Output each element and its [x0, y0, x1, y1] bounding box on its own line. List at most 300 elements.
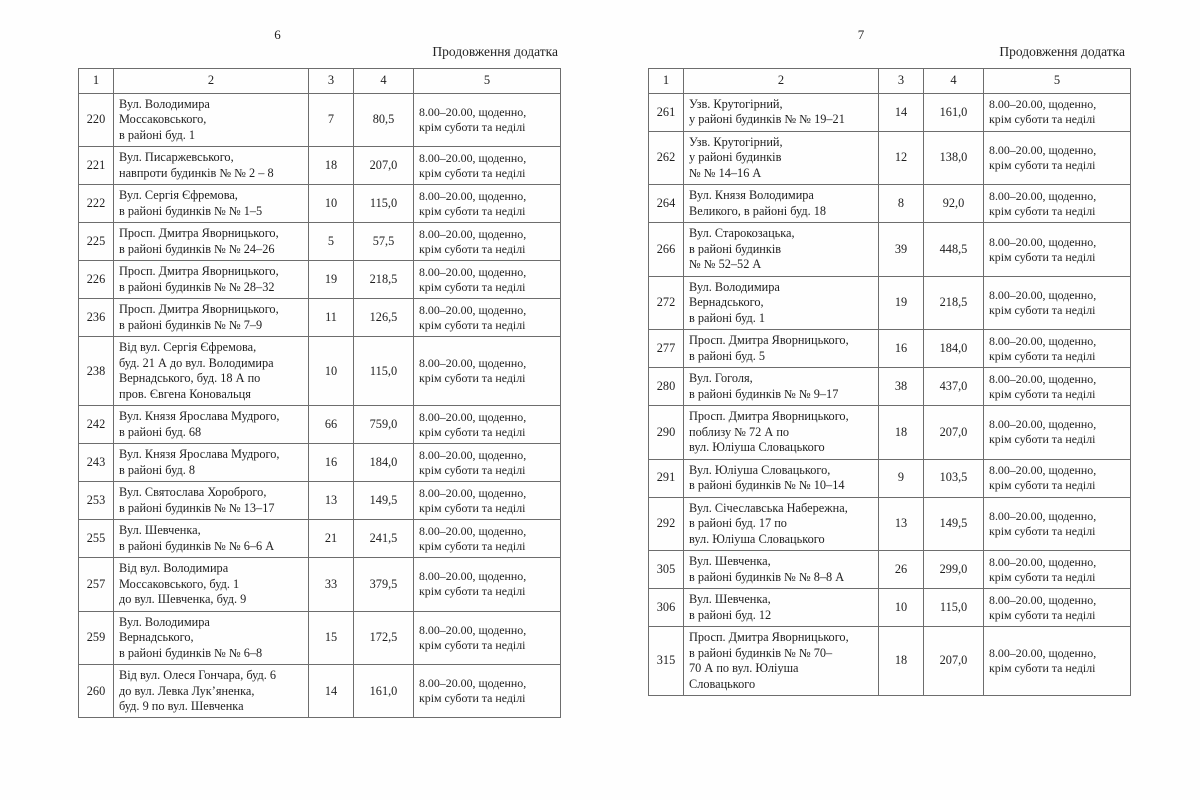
address-line: Від вул. Володимира — [119, 561, 229, 576]
address-line: Вул. Сергія Єфремова, — [119, 188, 238, 203]
hours-line: 8.00–20.00, щоденно, — [419, 264, 527, 279]
hours-line: 8.00–20.00, щоденно, — [989, 554, 1097, 569]
cell-area: 149,5 — [924, 497, 984, 550]
hours-line: 8.00–20.00, щоденно, — [419, 447, 527, 462]
cell-item-number: 253 — [79, 482, 114, 520]
cell-working-hours — [984, 406, 1131, 459]
hours-line: 8.00–20.00, щоденно, — [419, 523, 527, 538]
cell-quantity: 19 — [309, 261, 354, 299]
address-line: Вул. Князя Володимира — [689, 188, 814, 203]
cell-working-hours — [414, 406, 561, 444]
table-row — [649, 276, 1131, 329]
cell-address — [114, 261, 309, 299]
address-line: Вул. Гоголя, — [689, 371, 753, 386]
hours-line: 8.00–20.00, щоденно, — [989, 188, 1097, 203]
hours-line: крім суботи та неділі — [419, 279, 526, 294]
column-header-1: 1 — [79, 69, 114, 94]
cell-item-number: 236 — [79, 299, 114, 337]
address-line: в районі будинків № № 6–6 А — [119, 538, 275, 553]
column-header-2: 2 — [684, 69, 879, 94]
page-number-right: 7 — [857, 27, 865, 42]
cell-area: 759,0 — [354, 406, 414, 444]
table-row — [79, 665, 561, 718]
cell-item-number: 242 — [79, 406, 114, 444]
hours-line: крім суботи та неділі — [419, 241, 526, 256]
hours-line: 8.00–20.00, щоденно, — [989, 333, 1097, 348]
table-row — [79, 611, 561, 664]
address-line: Від вул. Олеся Гончара, буд. 6 — [119, 668, 277, 683]
hours-line: 8.00–20.00, щоденно, — [419, 188, 527, 203]
cell-working-hours — [414, 299, 561, 337]
cell-quantity: 13 — [879, 497, 924, 550]
cell-working-hours — [984, 551, 1131, 589]
hours-line: 8.00–20.00, щоденно, — [989, 371, 1097, 386]
cell-address — [684, 406, 879, 459]
table-row — [649, 551, 1131, 589]
column-header-5: 5 — [984, 69, 1131, 94]
cell-area: 57,5 — [354, 223, 414, 261]
address-line: в районі будинків № № 6–8 — [119, 645, 263, 660]
hours-line: крім суботи та неділі — [989, 607, 1096, 622]
cell-working-hours — [414, 611, 561, 664]
table-row — [649, 459, 1131, 497]
cell-address — [684, 497, 879, 550]
cell-area: 379,5 — [354, 558, 414, 611]
table-header-row — [79, 69, 561, 94]
table-row — [649, 185, 1131, 223]
cell-area: 184,0 — [924, 330, 984, 368]
cell-quantity: 18 — [309, 147, 354, 185]
hours-line: 8.00–20.00, щоденно, — [419, 569, 527, 584]
hours-line: крім суботи та неділі — [419, 203, 526, 218]
address-line: до вул. Шевченка, буд. 9 — [119, 592, 247, 607]
table-header-left — [79, 69, 561, 94]
cell-quantity: 33 — [309, 558, 354, 611]
table-row — [79, 406, 561, 444]
address-line: 70 А по вул. Юліуша — [689, 661, 799, 676]
hours-line: крім суботи та неділі — [419, 371, 526, 386]
hours-line: крім суботи та неділі — [989, 661, 1096, 676]
cell-address — [684, 276, 879, 329]
cell-quantity: 9 — [879, 459, 924, 497]
column-header-2: 2 — [114, 69, 309, 94]
address-line: вул. Юліуша Словацького — [689, 531, 825, 546]
address-line: Вул. Писаржевського, — [119, 150, 234, 165]
address-line: в районі будинків № № 9–17 — [689, 386, 839, 401]
address-line: в районі будинків № № 70– — [689, 645, 833, 660]
address-line: у районі будинків — [689, 150, 782, 165]
hours-line: крім суботи та неділі — [989, 303, 1096, 318]
hours-line: 8.00–20.00, щоденно, — [989, 288, 1097, 303]
column-header-4: 4 — [354, 69, 414, 94]
address-line: пров. Євгена Коновальця — [119, 386, 251, 401]
cell-quantity: 5 — [309, 223, 354, 261]
table-header-row — [649, 69, 1131, 94]
cell-item-number: 243 — [79, 444, 114, 482]
cell-address — [114, 147, 309, 185]
cell-address — [114, 337, 309, 406]
address-line: Узв. Крутогірний, — [689, 134, 783, 149]
table-row — [649, 406, 1131, 459]
cell-working-hours — [984, 94, 1131, 132]
address-line: вул. Юліуша Словацького — [689, 440, 825, 455]
hours-line: крім суботи та неділі — [419, 584, 526, 599]
cell-area: 161,0 — [924, 94, 984, 132]
cell-address — [684, 330, 879, 368]
cell-area: 80,5 — [354, 94, 414, 147]
cell-item-number: 306 — [649, 589, 684, 627]
cell-quantity: 19 — [879, 276, 924, 329]
address-line: Просп. Дмитра Яворницького, — [689, 409, 849, 424]
cell-area: 207,0 — [924, 406, 984, 459]
cell-item-number: 264 — [649, 185, 684, 223]
hours-line: крім суботи та неділі — [989, 478, 1096, 493]
address-line: Вернадського, буд. 18 А по — [119, 371, 261, 386]
cell-address — [114, 223, 309, 261]
cell-quantity: 13 — [309, 482, 354, 520]
cell-working-hours — [984, 223, 1131, 276]
table-header-right — [649, 69, 1131, 94]
cell-working-hours — [984, 459, 1131, 497]
address-line: Словацького — [689, 676, 756, 691]
cell-item-number: 266 — [649, 223, 684, 276]
address-line: Вул. Юліуша Словацького, — [689, 462, 831, 477]
cell-area: 448,5 — [924, 223, 984, 276]
hours-line: 8.00–20.00, щоденно, — [989, 234, 1097, 249]
table-body-left — [79, 94, 561, 718]
cell-address — [114, 299, 309, 337]
table-row — [649, 368, 1131, 406]
address-line: Вул. Володимира — [119, 97, 210, 111]
address-line: Просп. Дмитра Яворницького, — [119, 302, 279, 317]
table-row — [79, 482, 561, 520]
cell-quantity: 14 — [879, 94, 924, 132]
table-row — [649, 131, 1131, 184]
table-row — [79, 444, 561, 482]
hours-line: крім суботи та неділі — [989, 432, 1096, 447]
table-row — [79, 520, 561, 558]
cell-area: 126,5 — [354, 299, 414, 337]
cell-working-hours — [984, 589, 1131, 627]
address-line: Вул. Шевченка, — [689, 554, 771, 569]
cell-address — [684, 185, 879, 223]
cell-item-number: 222 — [79, 185, 114, 223]
cell-quantity: 39 — [879, 223, 924, 276]
cell-area: 103,5 — [924, 459, 984, 497]
hours-line: крім суботи та неділі — [419, 462, 526, 477]
cell-quantity: 15 — [309, 611, 354, 664]
cell-area: 218,5 — [924, 276, 984, 329]
address-line: Просп. Дмитра Яворницького, — [689, 630, 849, 645]
cell-area: 207,0 — [924, 627, 984, 696]
cell-working-hours — [984, 185, 1131, 223]
hours-line: крім суботи та неділі — [989, 203, 1096, 218]
cell-quantity: 11 — [309, 299, 354, 337]
hours-line: крім суботи та неділі — [419, 500, 526, 515]
table-body-right — [649, 94, 1131, 696]
address-line: в районі буд. 5 — [689, 348, 766, 363]
table-row — [79, 337, 561, 406]
hours-line: 8.00–20.00, щоденно, — [419, 356, 527, 371]
cell-item-number: 315 — [649, 627, 684, 696]
cell-working-hours — [414, 482, 561, 520]
hours-line: крім суботи та неділі — [989, 386, 1096, 401]
cell-area: 115,0 — [354, 185, 414, 223]
address-line: Вернадського, — [119, 630, 194, 645]
table-row — [79, 185, 561, 223]
hours-line: 8.00–20.00, щоденно, — [989, 508, 1097, 523]
cell-working-hours — [414, 261, 561, 299]
document-page-right — [600, 0, 1200, 800]
table-row — [79, 223, 561, 261]
address-line: Вул. Шевченка, — [119, 523, 201, 538]
cell-item-number: 260 — [79, 665, 114, 718]
cell-area: 218,5 — [354, 261, 414, 299]
cell-quantity: 10 — [309, 337, 354, 406]
hours-line: крім суботи та неділі — [989, 112, 1096, 127]
address-line: в районі буд. 8 — [119, 462, 196, 477]
column-header-3: 3 — [309, 69, 354, 94]
cell-address — [684, 459, 879, 497]
address-line: в районі будинків № № 24–26 — [119, 241, 275, 256]
cell-quantity: 7 — [309, 94, 354, 147]
table-row — [649, 330, 1131, 368]
hours-line: крім суботи та неділі — [419, 317, 526, 332]
cell-quantity: 16 — [879, 330, 924, 368]
address-line: Вул. Володимира — [689, 279, 780, 294]
cell-address — [684, 368, 879, 406]
table-row — [79, 147, 561, 185]
cell-quantity: 8 — [879, 185, 924, 223]
cell-quantity: 38 — [879, 368, 924, 406]
cell-quantity: 10 — [879, 589, 924, 627]
address-line: в районі будинків № № 28–32 — [119, 279, 275, 294]
cell-address — [114, 94, 309, 147]
cell-working-hours — [414, 223, 561, 261]
table-row — [649, 627, 1131, 696]
cell-address — [684, 551, 879, 589]
cell-address — [684, 223, 879, 276]
cell-area: 184,0 — [354, 444, 414, 482]
address-line: Вул. Князя Ярослава Мудрого, — [119, 409, 280, 424]
cell-item-number: 238 — [79, 337, 114, 406]
cell-working-hours — [414, 185, 561, 223]
cell-quantity: 18 — [879, 406, 924, 459]
cell-address — [114, 185, 309, 223]
page-number-left: 6 — [274, 27, 281, 42]
cell-address — [684, 627, 879, 696]
address-line: в районі буд. 12 — [689, 607, 772, 622]
column-header-5: 5 — [414, 69, 561, 94]
table-row — [649, 223, 1131, 276]
table-row — [649, 589, 1131, 627]
address-line: в районі буд. 1 — [689, 310, 766, 325]
hours-line: 8.00–20.00, щоденно, — [989, 592, 1097, 607]
cell-working-hours — [414, 147, 561, 185]
cell-address — [684, 589, 879, 627]
hours-line: крім суботи та неділі — [419, 424, 526, 439]
address-line: в районі будинків № № 13–17 — [119, 500, 275, 515]
hours-line: 8.00–20.00, щоденно, — [419, 676, 527, 691]
cell-quantity: 21 — [309, 520, 354, 558]
table-row — [79, 261, 561, 299]
cell-area: 149,5 — [354, 482, 414, 520]
hours-line: 8.00–20.00, щоденно, — [419, 105, 527, 120]
address-line: Вул. Старокозацька, — [689, 226, 795, 241]
cell-area: 207,0 — [354, 147, 414, 185]
address-line: Моссаковського, — [119, 112, 207, 127]
column-header-3: 3 — [879, 69, 924, 94]
hours-line: крім суботи та неділі — [989, 158, 1096, 173]
address-line: в районі будинків — [689, 241, 782, 256]
hours-line: 8.00–20.00, щоденно, — [989, 143, 1097, 158]
address-line: буд. 21 А до вул. Володимира — [119, 355, 274, 370]
cell-area: 115,0 — [354, 337, 414, 406]
cell-working-hours — [984, 627, 1131, 696]
cell-quantity: 66 — [309, 406, 354, 444]
cell-item-number: 221 — [79, 147, 114, 185]
cell-quantity: 10 — [309, 185, 354, 223]
column-header-1: 1 — [649, 69, 684, 94]
column-header-4: 4 — [924, 69, 984, 94]
cell-working-hours — [414, 558, 561, 611]
cell-item-number: 305 — [649, 551, 684, 589]
address-line: Вул. Князя Ярослава Мудрого, — [119, 447, 280, 462]
cell-item-number: 261 — [649, 94, 684, 132]
table-row — [79, 299, 561, 337]
cell-working-hours — [984, 131, 1131, 184]
address-line: № № 52–52 А — [689, 257, 762, 272]
address-line: в районі буд. 68 — [119, 424, 202, 439]
hours-line: крім суботи та неділі — [419, 165, 526, 180]
cell-item-number: 225 — [79, 223, 114, 261]
schedule-table-right — [648, 68, 1131, 696]
address-line: в районі будинків № № 10–14 — [689, 478, 845, 493]
cell-item-number: 262 — [649, 131, 684, 184]
address-line: Моссаковського, буд. 1 — [119, 576, 240, 591]
cell-address — [114, 406, 309, 444]
cell-working-hours — [414, 520, 561, 558]
address-line: Вул. Січеславська Набережна, — [689, 500, 848, 515]
cell-address — [114, 444, 309, 482]
cell-item-number: 220 — [79, 94, 114, 147]
cell-item-number: 290 — [649, 406, 684, 459]
cell-working-hours — [414, 94, 561, 147]
hours-line: крім суботи та неділі — [419, 538, 526, 553]
cell-working-hours — [984, 330, 1131, 368]
cell-item-number: 272 — [649, 276, 684, 329]
address-line: Вул. Володимира — [119, 614, 210, 629]
hours-line: крім суботи та неділі — [989, 523, 1096, 538]
cell-working-hours — [984, 276, 1131, 329]
table-row — [649, 94, 1131, 132]
hours-line: крім суботи та неділі — [989, 249, 1096, 264]
cell-quantity: 14 — [309, 665, 354, 718]
hours-line: 8.00–20.00, щоденно, — [419, 302, 527, 317]
continuation-label-left: Продовження додатка — [432, 44, 558, 59]
cell-address — [684, 131, 879, 184]
cell-address — [114, 520, 309, 558]
cell-address — [114, 558, 309, 611]
cell-working-hours — [984, 497, 1131, 550]
cell-working-hours — [414, 665, 561, 718]
hours-line: 8.00–20.00, щоденно, — [989, 646, 1097, 661]
cell-area: 115,0 — [924, 589, 984, 627]
cell-area: 437,0 — [924, 368, 984, 406]
hours-line: 8.00–20.00, щоденно, — [989, 417, 1097, 432]
cell-item-number: 259 — [79, 611, 114, 664]
address-line: № № 14–16 А — [689, 165, 762, 180]
cell-address — [114, 482, 309, 520]
cell-working-hours — [984, 368, 1131, 406]
cell-area: 241,5 — [354, 520, 414, 558]
cell-area: 299,0 — [924, 551, 984, 589]
address-line: до вул. Левка Лук’яненка, — [119, 683, 255, 698]
table-row — [649, 497, 1131, 550]
address-line: в районі буд. 17 по — [689, 516, 787, 531]
address-line: Вернадського, — [689, 295, 764, 310]
schedule-table-left — [78, 68, 561, 718]
table-row — [79, 94, 561, 147]
hours-line: 8.00–20.00, щоденно, — [989, 97, 1097, 112]
table-row — [79, 558, 561, 611]
address-line: Просп. Дмитра Яворницького, — [119, 264, 279, 279]
address-line: Від вул. Сергія Єфремова, — [119, 340, 257, 355]
cell-item-number: 292 — [649, 497, 684, 550]
address-line: у районі будинків № № 19–21 — [689, 112, 845, 127]
cell-address — [684, 94, 879, 132]
cell-quantity: 12 — [879, 131, 924, 184]
hours-line: 8.00–20.00, щоденно, — [989, 463, 1097, 478]
cell-area: 92,0 — [924, 185, 984, 223]
cell-working-hours — [414, 337, 561, 406]
address-line: в районі будинків № № 1–5 — [119, 203, 263, 218]
cell-quantity: 16 — [309, 444, 354, 482]
continuation-label-right: Продовження додатка — [999, 44, 1125, 59]
hours-line: крім суботи та неділі — [419, 637, 526, 652]
cell-area: 161,0 — [354, 665, 414, 718]
cell-item-number: 280 — [649, 368, 684, 406]
cell-item-number: 226 — [79, 261, 114, 299]
hours-line: крім суботи та неділі — [989, 569, 1096, 584]
address-line: Просп. Дмитра Яворницького, — [689, 333, 849, 348]
hours-line: крім суботи та неділі — [989, 348, 1096, 363]
address-line: в районі будинків № № 7–9 — [119, 317, 263, 332]
cell-item-number: 257 — [79, 558, 114, 611]
cell-quantity: 26 — [879, 551, 924, 589]
hours-line: 8.00–20.00, щоденно, — [419, 226, 527, 241]
cell-area: 138,0 — [924, 131, 984, 184]
hours-line: 8.00–20.00, щоденно, — [419, 409, 527, 424]
address-line: Просп. Дмитра Яворницького, — [119, 226, 279, 241]
hours-line: крім суботи та неділі — [419, 691, 526, 706]
address-line: буд. 9 по вул. Шевченка — [119, 698, 244, 713]
address-line: Узв. Крутогірний, — [689, 97, 783, 111]
hours-line: 8.00–20.00, щоденно, — [419, 485, 527, 500]
address-line: Вул. Святослава Хороброго, — [119, 485, 267, 500]
cell-address — [114, 611, 309, 664]
address-line: поблизу № 72 А по — [689, 424, 790, 439]
cell-quantity: 18 — [879, 627, 924, 696]
cell-item-number: 277 — [649, 330, 684, 368]
hours-line: 8.00–20.00, щоденно, — [419, 150, 527, 165]
address-line: в районі буд. 1 — [119, 127, 196, 142]
cell-address — [114, 665, 309, 718]
cell-item-number: 255 — [79, 520, 114, 558]
cell-area: 172,5 — [354, 611, 414, 664]
cell-item-number: 291 — [649, 459, 684, 497]
address-line: Великого, в районі буд. 18 — [689, 203, 827, 218]
